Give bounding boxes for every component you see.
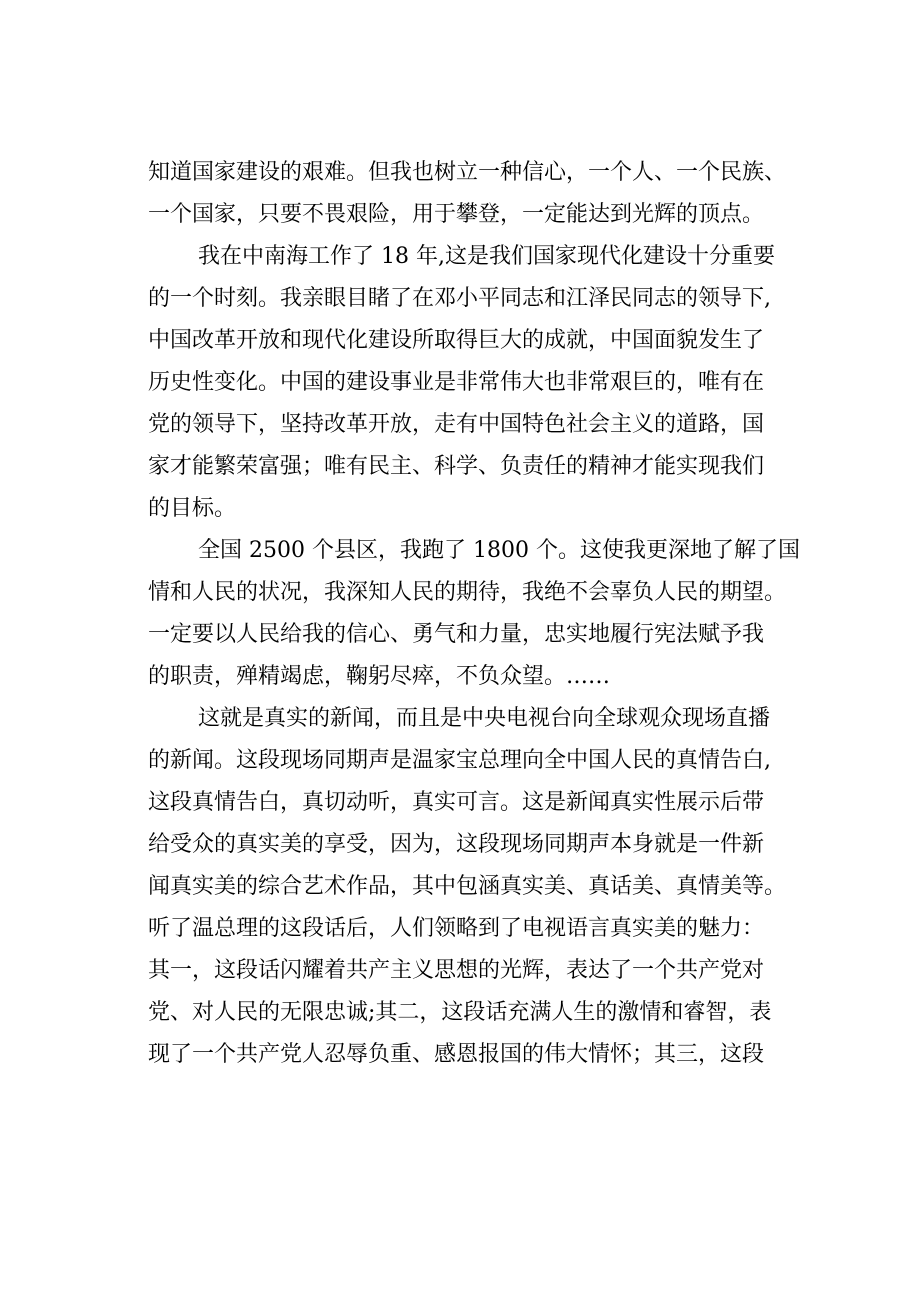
text-line: 知道国家建设的艰难。但我也树立一种信心，一个人、一个民族、 <box>148 160 787 185</box>
text-line: 的新闻。这段现场同期声是温家宝总理向全中国人民的真情告白, <box>148 748 771 773</box>
text-line: 闻真实美的综合艺术作品，其中包涵真实美、真话美、真情美等。 <box>148 874 787 899</box>
paragraph-first-line: 我在中南海工作了 18 年,这是我们国家现代化建设十分重要 <box>198 244 775 269</box>
text-line: 其一，这段话闪耀着共产主义思想的光辉，表达了一个共产党对 <box>148 958 765 983</box>
text-line: 的目标。 <box>148 496 237 521</box>
text-line: 给受众的真实美的享受，因为，这段现场同期声本身就是一件新 <box>148 832 765 857</box>
text-line: 听了温总理的这段话后，人们领略到了电视语言真实美的魅力： <box>148 916 765 941</box>
text-line: 的职责，殚精竭虑，鞠躬尽瘁，不负众望。…… <box>148 664 611 689</box>
text-line: 党、对人民的无限忠诚;其二，这段话充满人生的激情和睿智，表 <box>148 1000 772 1025</box>
text-line: 党的领导下，坚持改革开放，走有中国特色社会主义的道路，国 <box>148 412 765 437</box>
text-line: 一个国家，只要不畏艰险，用于攀登，一定能达到光辉的顶点。 <box>148 202 765 227</box>
text-line: 情和人民的状况，我深知人民的期待，我绝不会辜负人民的期望。 <box>148 580 787 605</box>
paragraph-first-line: 这就是真实的新闻，而且是中央电视台向全球观众现场直播 <box>198 706 771 731</box>
text-line: 现了一个共产党人忍辱负重、感恩报国的伟大情怀；其三，这段 <box>148 1042 765 1067</box>
text-line: 家才能繁荣富强；唯有民主、科学、负责任的精神才能实现我们 <box>148 454 765 479</box>
text-line: 中国改革开放和现代化建设所取得巨大的成就，中国面貌发生了 <box>148 328 765 353</box>
paragraph-first-line: 全国 2500 个县区，我跑了 1800 个。这使我更深地了解了国 <box>198 538 800 563</box>
body-text <box>148 152 818 1076</box>
text-line: 这段真情告白，真切动听，真实可言。这是新闻真实性展示后带 <box>148 790 765 815</box>
text-line: 的一个时刻。我亲眼目睹了在邓小平同志和江泽民同志的领导下, <box>148 286 771 311</box>
text-line: 历史性变化。中国的建设事业是非常伟大也非常艰巨的，唯有在 <box>148 370 765 395</box>
text-line: 一定要以人民给我的信心、勇气和力量，忠实地履行宪法赋予我 <box>148 622 765 647</box>
